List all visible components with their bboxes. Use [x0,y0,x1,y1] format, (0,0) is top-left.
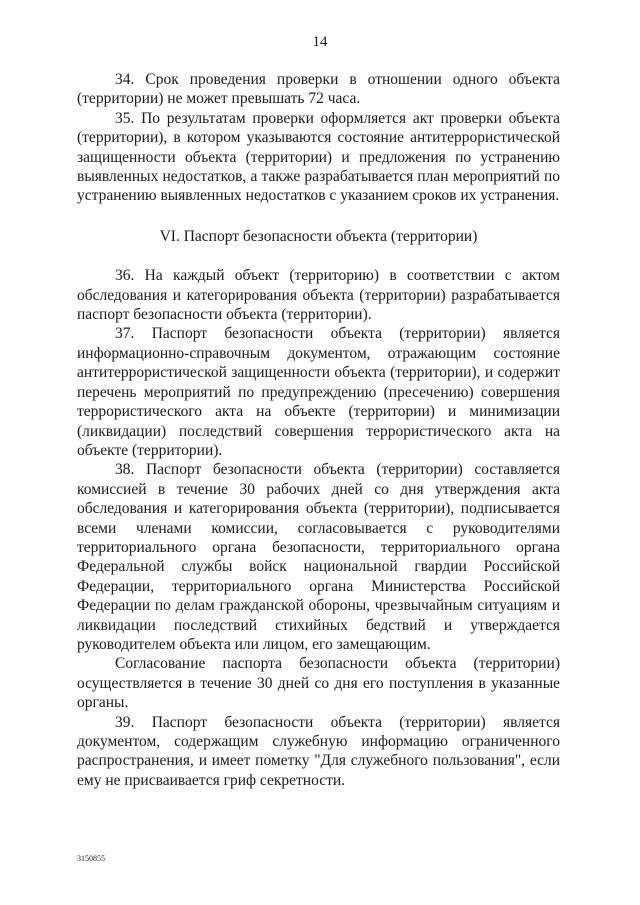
section-heading: VI. Паспорт безопасности объекта (территории) [159,227,478,245]
paragraph-36: 36. На каждый объект (территорию) в соответствии с актом обследования и категорирования объекта (территории) разрабатывается паспорт безопасности объекта (территории). [77,267,560,324]
paragraph-34: 34. Срок проведения проверки в отношении одного объекта (территории) не может превышать 72 часа. [77,71,560,108]
paragraph-38: 38. Паспорт безопасности объекта (территории) составляется комиссией в течение 30 рабочих дней со дня утверждения акта обследования и категорирования объекта (территории), подписывается всеми членами комиссии, согласовывается с руководителями территориального органа безопасности, территориального органа Федеральной службы войск национальной гвардии Российской Федерации, территориального органа Министерства Российской Федерации по делам гражданской обороны, чрезвычайным ситуациям и ликвидации последствий стихийных бедствий и утверждается руководителем объекта или лицом, его замещающим. [77,461,560,653]
paragraph-38-approval: Согласование паспорта безопасности объекта (территории) осуществляется в течение 30 дней со дня его поступления в указанные органы. [77,655,560,712]
document-body [77,70,560,790]
document-code: 3150855 [77,854,105,863]
paragraph-37: 37. Паспорт безопасности объекта (территории) является информационно-справочным документом, отражающим состояние антитеррористической защищенности объекта (территории), и содержит перечень мероприятий по предупреждению (пресечению) совершения террористического акта на объекте (территории) и минимизации (ликвидации) последствий совершения террористического акта на объекте (территории). [77,325,560,459]
paragraph-35: 35. По результатам проверки оформляется акт проверки объекта (территории), в котором указываются состояние антитеррористической защищенности объекта (территории) и предложения по устранению выявленных недостатков, а также разрабатывается план мероприятий по устранению выявленных недостатков с указанием сроков их устранения. [77,109,560,205]
paragraph-39: 39. Паспорт безопасности объекта (территории) является документом, содержащим служебную информацию ограниченного распространения, и имеет пометку "Для служебного пользования", если ему не присваивается гриф секретности. [77,713,560,789]
page-number: 14 [312,34,328,50]
